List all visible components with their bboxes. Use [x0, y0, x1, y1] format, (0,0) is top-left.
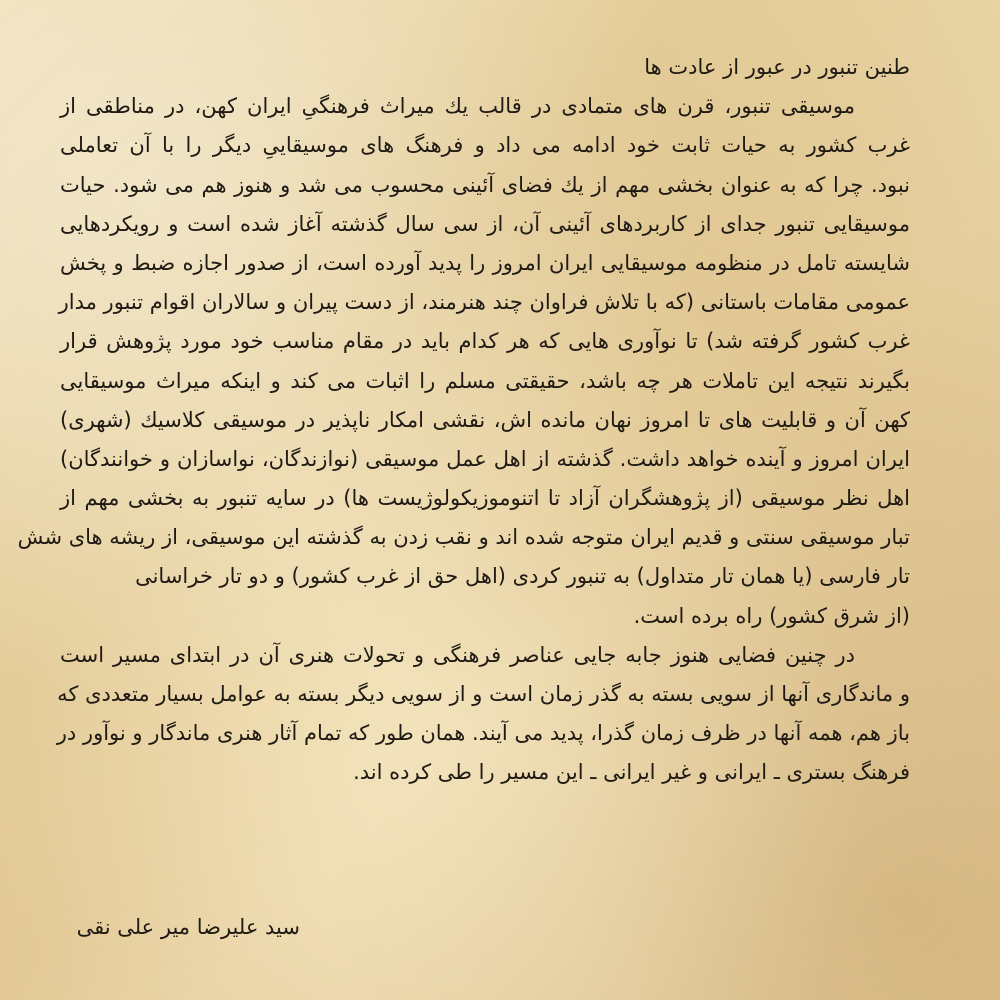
article-body	[17, 48, 910, 793]
paragraph-line: فرهنگ بستری ـ ایرانی و غیر ایرانی ـ این مسیر را طی کرده اند.	[353, 760, 910, 785]
paragraph-line: در چنین فضایی هنوز جابه جایی عناصر فرهنگی و تحولات هنری آن در ابتدای مسیر است	[60, 642, 855, 667]
paragraph-line: غرب کشور به حیات ثابت خود ادامه می داد و فرهنگ های موسیقاییِ دیگر را با آن تعاملی	[60, 133, 910, 158]
paragraph-line: باز هم، همه آنها در ظرف زمان گذرا، پدید می آیند. همان طور که تمام آثار هنری ماندگار و نوآور در	[56, 721, 910, 746]
paragraph-line: (از شرق کشور) راه برده است.	[633, 603, 910, 628]
paragraph-line: کهن آن و قابلیت های تا امروز نهان مانده اش، نقشی امکار ناپذیر در موسیقی کلاسیك (شهری)	[60, 407, 910, 432]
paragraph-line: غرب کشور گرفته شد) تا نوآوری هایی که هر کدام باید در مقام مناسب خود مورد پژوهش قرار	[60, 329, 910, 354]
paragraph-line: تبار موسیقی سنتی و قدیم ایران متوجه شده اند و نقب زدن به گذشته این موسیقی، از ریشه های شش	[17, 525, 910, 550]
paragraph-line: تار فارسی (یا همان تار متداول) به تنبور کردی (اهل حق از غرب کشور) و دو تار خراسانی	[135, 564, 910, 589]
article-title: طنین تنبور در عبور از عادت ها	[644, 55, 910, 79]
paragraph-line: عمومی مقامات باستانی (که با تلاش فراوان چند هنرمند، از دست پیران و سالاران اقوام تنبور مدار	[58, 290, 910, 315]
paragraph-line: نبود. چرا که به عنوان بخشی مهم از یك فضای آئینی محسوب می شد و هنوز هم می شود. حیات	[60, 172, 910, 197]
paragraph-line: موسیقی تنبور، قرن های متمادی در قالب یك میراث فرهنگیِ ایران کهن، در مناطقی از	[60, 94, 855, 119]
paragraph-line: بگیرند نتیجه این تاملات هر چه باشد، حقیقتی مسلم را اثبات می کند و اینکه میراث موسیقایی	[60, 368, 910, 393]
paragraph-line: اهل نظر موسیقی (از پژوهشگران آزاد تا اتنوموزیکولوژیست ها) در سایه تنبور به بخشی مهم از	[60, 486, 910, 511]
paragraph-line: و ماندگاری آنها از سویی بسته به گذر زمان است و از سویی دیگر بسته به عوامل بسیار متعددی که	[57, 682, 910, 706]
author-signature: سید علیرضا میر علی نقی	[76, 915, 300, 939]
paragraph-line: موسیقایی تنبور جدای از کاربردهای آئینی آن، از سی سال گذشته آغاز شده است و رویکردهایی	[60, 211, 910, 236]
paragraph-line: شایسته تامل در منظومه موسیقایی ایران امروز را پدید آورده است، از صدور اجازه ضبط و پخش	[60, 250, 910, 275]
paragraph-line: ایران امروز و آینده خواهد داشت. گذشته از اهل عمل موسیقی (نوازندگان، نواسازان و خوانندگان)	[60, 446, 910, 471]
